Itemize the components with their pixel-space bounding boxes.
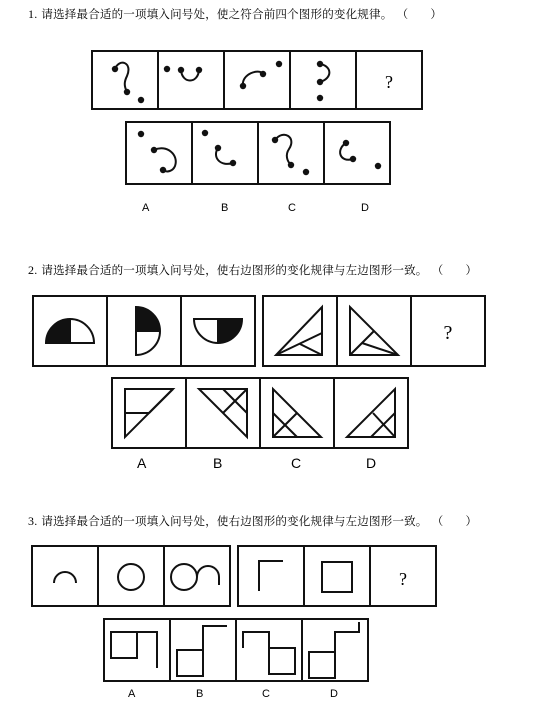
right-cell-2 bbox=[304, 546, 370, 606]
option-a-label[interactable]: A bbox=[128, 688, 136, 700]
left-cell-1 bbox=[32, 546, 98, 606]
question-number: 1. bbox=[28, 7, 38, 21]
question-1-prompt bbox=[28, 6, 442, 22]
answer-blank[interactable]: （ ） bbox=[402, 7, 443, 21]
option-c-label[interactable]: C bbox=[262, 688, 270, 700]
question-number: 2. bbox=[28, 263, 38, 277]
question-2-prompt bbox=[28, 262, 477, 278]
option-c-figure[interactable] bbox=[258, 122, 324, 184]
option-a-label[interactable]: A bbox=[137, 455, 147, 471]
question-mark: ? bbox=[399, 569, 407, 589]
answer-blank[interactable]: （ ） bbox=[437, 514, 478, 528]
question-3-options bbox=[103, 618, 369, 682]
option-b-label[interactable]: B bbox=[196, 688, 204, 700]
question-text: 请选择最合适的一项填入问号处，使之符合前四个图形的变化规律。 bbox=[41, 7, 393, 21]
option-a-figure[interactable] bbox=[126, 122, 192, 184]
option-d-label[interactable]: D bbox=[366, 455, 377, 471]
question-3-prompt bbox=[28, 513, 477, 529]
option-b-label[interactable]: B bbox=[213, 455, 223, 471]
question-1-options bbox=[125, 121, 391, 185]
question-2-sequence bbox=[32, 295, 486, 367]
option-d-label[interactable]: D bbox=[361, 202, 369, 214]
question-text: 请选择最合适的一项填入问号处，使右边图形的变化规律与左边图形一致。 bbox=[41, 514, 428, 528]
option-c-label[interactable]: C bbox=[288, 202, 296, 214]
option-d-figure[interactable] bbox=[324, 122, 390, 184]
sequence-cell-3 bbox=[224, 51, 290, 109]
question-mark: ? bbox=[443, 322, 453, 344]
option-b-label[interactable]: B bbox=[221, 202, 229, 214]
option-c-label[interactable]: C bbox=[291, 455, 302, 471]
option-b-figure[interactable] bbox=[192, 122, 258, 184]
question-2-options bbox=[111, 377, 407, 449]
left-cell-2 bbox=[98, 546, 164, 606]
answer-blank[interactable]: （ ） bbox=[437, 263, 478, 277]
right-cell-1 bbox=[238, 546, 304, 606]
question-1-sequence bbox=[91, 50, 423, 110]
question-mark: ? bbox=[385, 72, 393, 92]
option-a-label[interactable]: A bbox=[142, 202, 150, 214]
question-3-sequence bbox=[31, 545, 437, 607]
question-number: 3. bbox=[28, 514, 38, 528]
question-text: 请选择最合适的一项填入问号处，使右边图形的变化规律与左边图形一致。 bbox=[41, 263, 428, 277]
option-d-label[interactable]: D bbox=[330, 688, 338, 700]
